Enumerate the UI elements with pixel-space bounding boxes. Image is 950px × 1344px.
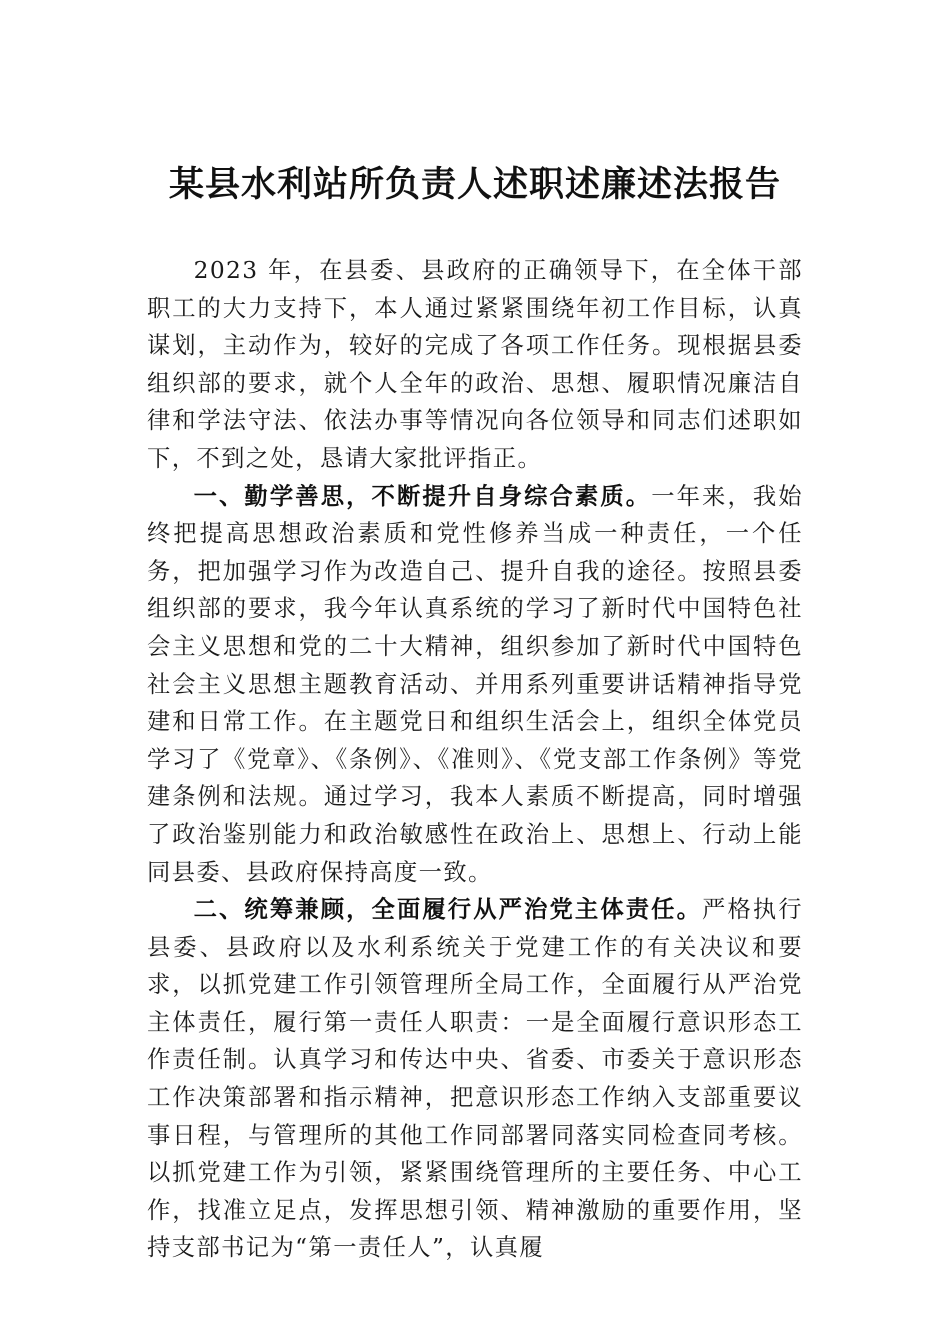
section-2-heading: 二、统筹兼顾，全面履行从严治党主体责任。 xyxy=(193,896,703,924)
intro-paragraph xyxy=(147,252,803,478)
section-1-heading: 一、勤学善思，不断提升自身综合素质。 xyxy=(193,482,652,510)
section-1-paragraph xyxy=(147,478,803,892)
document-title: 某县水利站所负责人述职述廉述法报告 xyxy=(168,164,781,205)
document-body xyxy=(147,252,803,1267)
section-2-text: 严格执行县委、县政府以及水利系统关于党建工作的有关决议和要求，以抓党建工作引领管理所全局工作，全面履行从严治党主体责任，履行第一责任人职责：一是全面履行意识形态工作责任制。认真学习和传达中央、省委、市委关于意识形态工作决策部署和指示精神，把意识形态工作纳入支部重要议事日程，与管理所的其他工作同部署同落实同检查同考核。以抓党建工作为引领，紧紧围绕管理所的主要任务、中心工作，找准立足点，发挥思想引领、精神激励的重要作用，坚持支部书记为“第一责任人”，认真履 xyxy=(147,896,803,1262)
section-2-paragraph xyxy=(147,891,803,1267)
section-1-text: 一年来，我始终把提高思想政治素质和党性修养当成一种责任，一个任务，把加强学习作为改造自己、提升自我的途径。按照县委组织部的要求，我今年认真系统的学习了新时代中国特色社会主义思想和党的二十大精神，组织参加了新时代中国特色社会主义思想主题教育活动、并用系列重要讲话精神指导党建和日常工作。在主题党日和组织生活会上，组织全体党员学习了《党章》、《条例》、《准则》、《党支部工作条例》等党建条例和法规。通过学习，我本人素质不断提高，同时增强了政治鉴别能力和政治敏感性在政治上、思想上、行动上能同县委、县政府保持高度一致。 xyxy=(147,482,803,886)
intro-paragraph-text: 2023 年，在县委、县政府的正确领导下，在全体干部职工的大力支持下，本人通过紧紧围绕年初工作目标，认真谋划，主动作为，较好的完成了各项工作任务。现根据县委组织部的要求，就个人全年的政治、思想、履职情况廉洁自律和学法守法、依法办事等情况向各位领导和同志们述职如下，不到之处，恳请大家批评指正。 xyxy=(147,257,803,472)
